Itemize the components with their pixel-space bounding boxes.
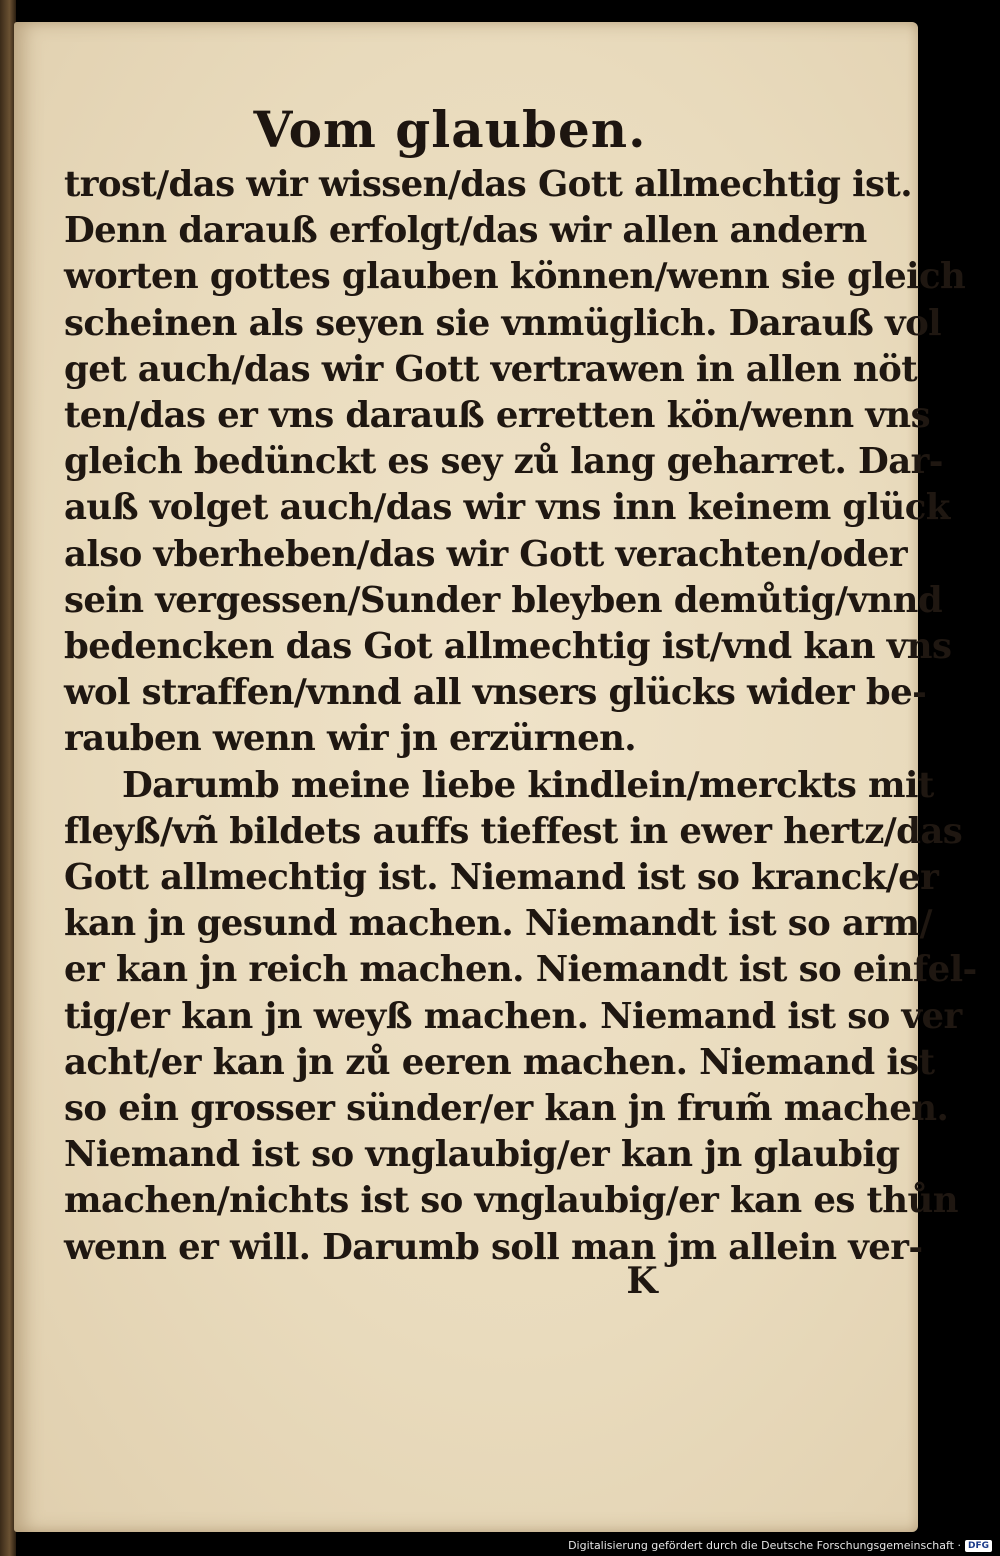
text-line: ten/das er vns darauß erretten kön/wenn vns: [64, 395, 930, 437]
text-line: er kan jn reich machen. Niemandt ist so einfel-: [64, 949, 977, 991]
text-line: so ein grosser sünder/er kan jn frum̃ machen.: [64, 1088, 949, 1130]
dfg-logo-icon: DFG: [965, 1540, 992, 1552]
text-line: wenn er will. Darumb soll man jm allein ver-: [64, 1226, 923, 1268]
text-line: tig/er kan jn weyß machen. Niemand ist so ver: [64, 995, 962, 1037]
page-body-text: [64, 162, 977, 1271]
text-line: kan jn gesund machen. Niemandt ist so arm/: [64, 903, 932, 945]
text-line: auß volget auch/das wir vns inn keinem glück: [64, 487, 950, 529]
text-line: also vberheben/das wir Gott verachten/oder: [64, 533, 907, 575]
text-line: wol straffen/vnnd all vnsers glücks wider be-: [64, 672, 927, 714]
running-head: Vom glauben.: [253, 100, 647, 159]
footer-credit: Digitalisierung gefördert durch die Deutsche Forschungsgemeinschaft ·: [568, 1539, 961, 1552]
text-line: rauben wenn wir jn erzürnen.: [64, 718, 637, 760]
text-line: Denn darauß erfolgt/das wir allen andern: [64, 210, 867, 252]
text-line: scheinen als seyen sie vnmüglich. Darauß vol: [64, 302, 942, 344]
digitization-footer: [568, 1539, 992, 1552]
text-line: sein vergessen/Sunder bleyben demůtig/vnnd: [64, 579, 943, 621]
text-line: Darumb meine liebe kindlein/merckts mit: [122, 764, 934, 806]
text-line: Gott allmechtig ist. Niemand ist so kranck/er: [64, 857, 939, 899]
text-line: gleich bedünckt es sey zů lang geharret. Dar-: [64, 441, 943, 483]
text-line: bedencken das Got allmechtig ist/vnd kan vns: [64, 626, 952, 668]
text-line: fleyß/vñ bildets auffs tieffest in ewer hertz/das: [64, 810, 963, 852]
signature-mark: K: [626, 1260, 658, 1302]
text-line: Niemand ist so vnglaubig/er kan jn glaubig: [64, 1134, 900, 1176]
text-line: trost/das wir wissen/das Gott allmechtig ist.: [64, 164, 912, 205]
text-line: get auch/das wir Gott vertrawen in allen nöt: [64, 348, 918, 390]
text-line: worten gottes glauben können/wenn sie gleich: [64, 256, 966, 298]
text-line: acht/er kan jn zů eeren machen. Niemand ist: [64, 1041, 935, 1083]
text-line: machen/nichts ist so vnglaubig/er kan es thůn: [64, 1180, 958, 1222]
